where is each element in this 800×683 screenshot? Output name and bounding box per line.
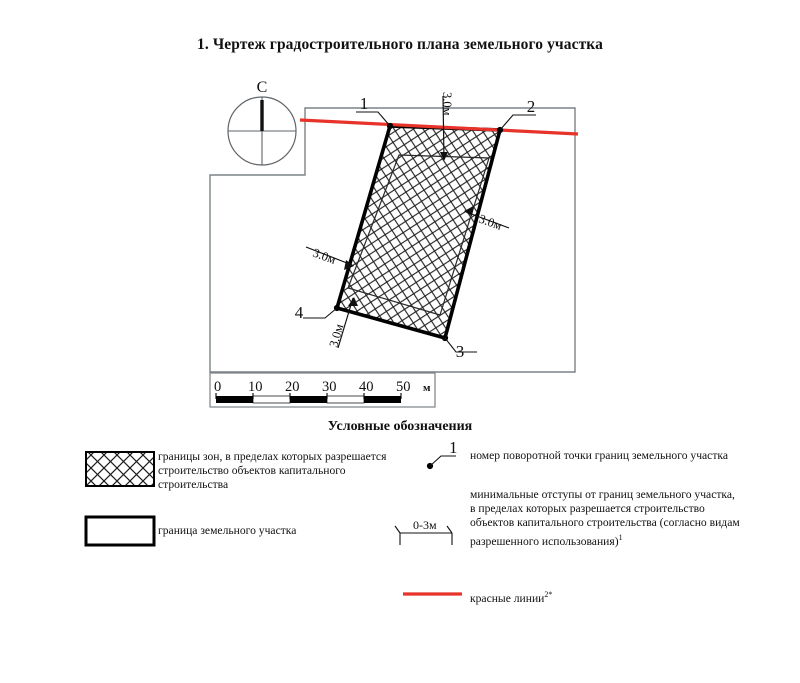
legend-red-line-footnote: 2* xyxy=(544,590,553,599)
scale-tick-40: 40 xyxy=(359,379,374,395)
legend-item-label-zone: границы зон, в пределах которых разрешается строительство объектов капитального строительства xyxy=(158,450,387,492)
north-compass xyxy=(228,79,296,165)
legend-setback-value-label: 0-3м xyxy=(413,518,437,532)
page-title: 1. Чертеж градостроительного плана земельного участка xyxy=(197,36,603,53)
scale-bar xyxy=(210,373,435,407)
legend-item-label-red-line xyxy=(470,588,670,606)
legend-title: Условные обозначения xyxy=(327,419,473,434)
setback-label-right: 3.0м xyxy=(476,211,504,233)
legend-setback-text: минимальные отступы от границ земельного участка, в пределах которых разрешается строительство объектов капитального строительства (согласно видам разрешенного использования) xyxy=(470,488,740,548)
scale-unit-label: м xyxy=(423,382,431,394)
legend-red-line-text: красные линии xyxy=(470,591,545,605)
scale-tick-10: 10 xyxy=(248,379,263,395)
vertex-label-3: 3 xyxy=(455,342,465,361)
compass-north-label: С xyxy=(256,79,268,96)
legend-symbol-parcel-boundary xyxy=(86,517,154,545)
legend-item-label-setback xyxy=(470,488,740,549)
scale-tick-20: 20 xyxy=(285,379,300,395)
legend-setback-footnote: 1 xyxy=(618,532,623,542)
vertex-label-4: 4 xyxy=(294,303,304,322)
land-parcel xyxy=(337,126,500,338)
vertex-label-1: 1 xyxy=(359,94,369,113)
scale-tick-30: 30 xyxy=(322,379,337,395)
legend-item-label-parcel: граница земельного участка xyxy=(158,524,297,537)
legend-symbol-hatched-zone xyxy=(86,452,154,486)
vertex-label-2: 2 xyxy=(526,97,536,116)
legend-vertex-marker-label: 1 xyxy=(449,438,458,457)
scale-tick-50: 50 xyxy=(396,379,411,395)
legend-item-label-vertex: номер поворотной точки границ земельного участка xyxy=(470,449,728,462)
setback-label-bottom: 3.0м xyxy=(326,322,347,349)
legend-symbol-vertex-point xyxy=(427,438,458,469)
setback-label-top: 3.0м xyxy=(440,92,454,116)
setback-label-left: 3.0м xyxy=(310,245,338,267)
scale-tick-0: 0 xyxy=(214,379,222,395)
